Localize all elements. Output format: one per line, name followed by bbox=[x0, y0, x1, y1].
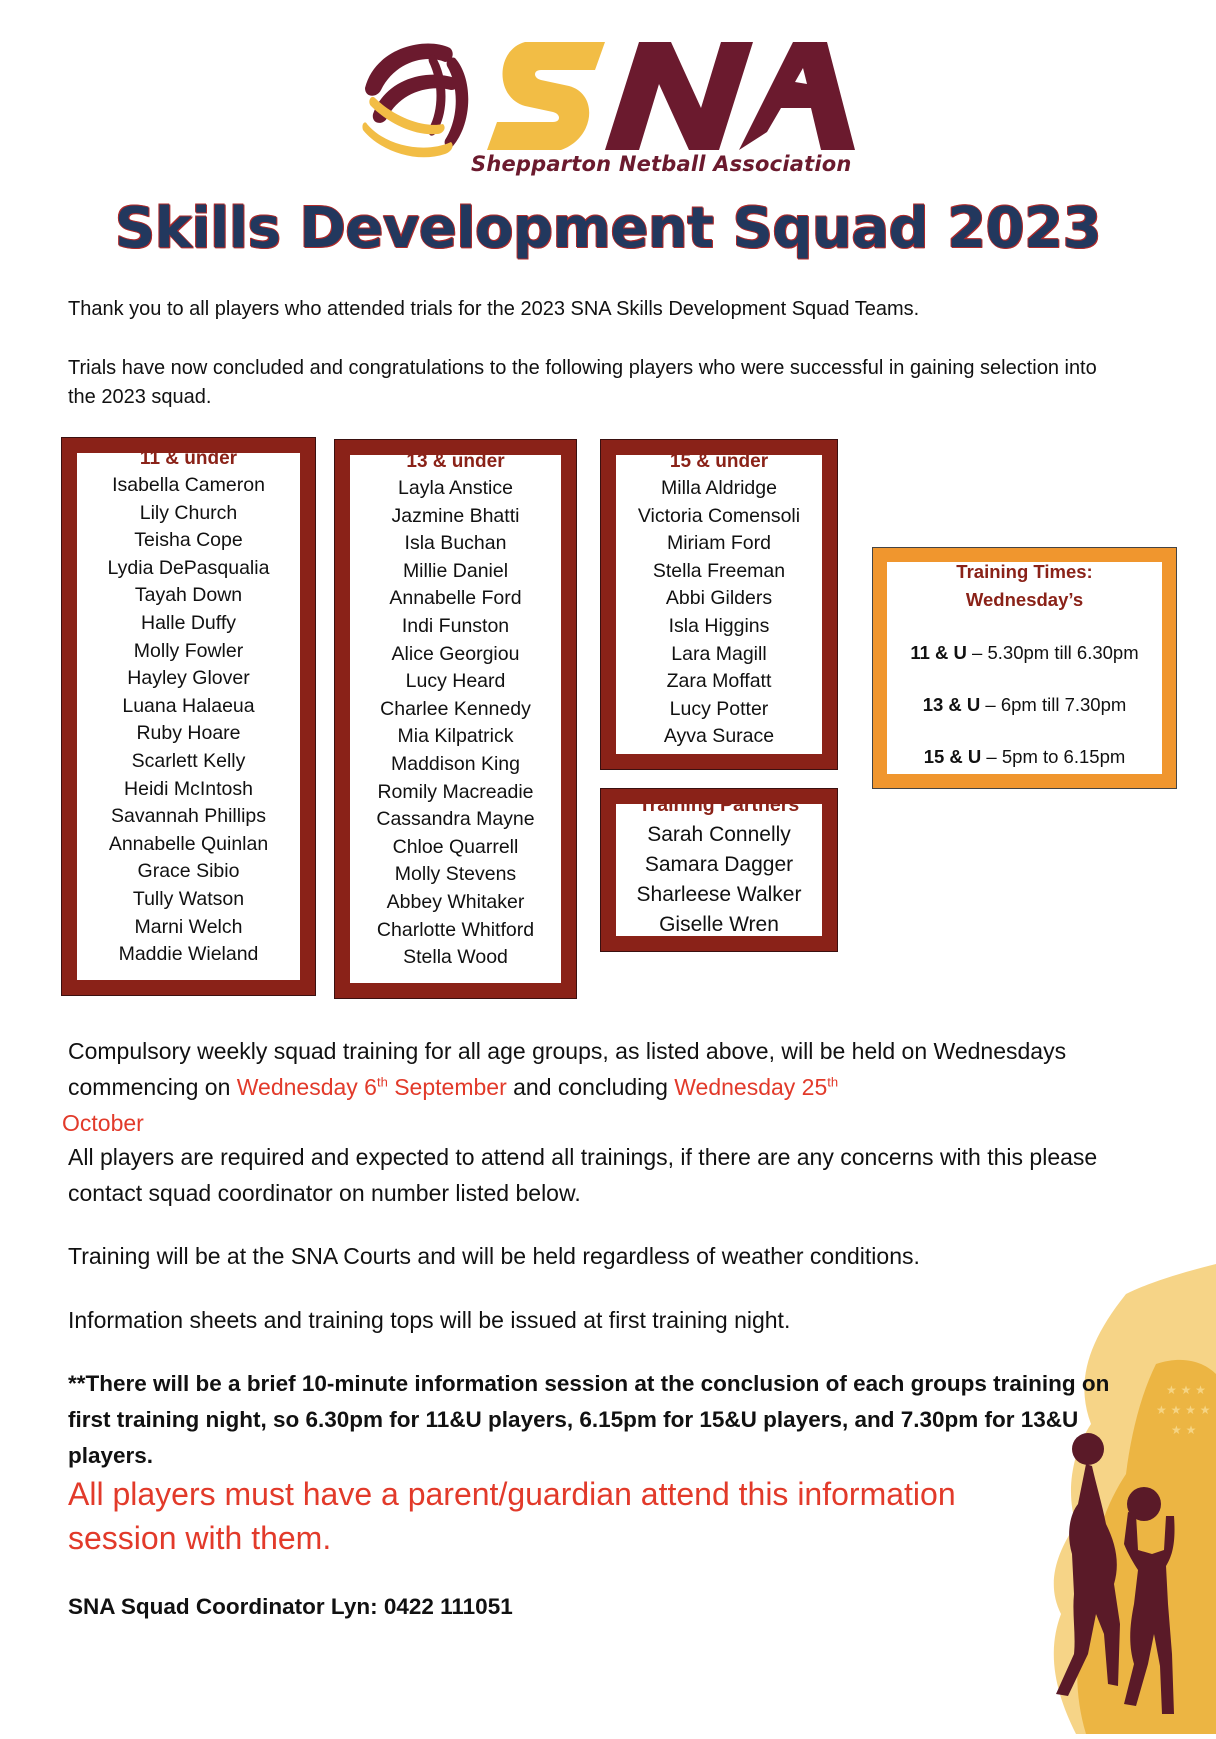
player-name: Scarlett Kelly bbox=[131, 749, 246, 772]
player-name: Layla Anstice bbox=[398, 477, 513, 499]
partner-name: Sharleese Walker bbox=[636, 883, 802, 906]
player-name: Stella Wood bbox=[403, 946, 508, 969]
ordinal-suffix: th bbox=[376, 1074, 388, 1090]
player-name: Alice Georgiou bbox=[391, 642, 520, 665]
ordinal-suffix: th bbox=[827, 1074, 839, 1090]
player-name: Maddie Wieland bbox=[118, 943, 259, 966]
player-name: Cassandra Mayne bbox=[376, 808, 535, 831]
squad-heading: 11 & under bbox=[139, 448, 238, 469]
training-schedule-paragraph bbox=[62, 1033, 1158, 1141]
time-range: – 5.30pm till 6.30pm bbox=[966, 642, 1139, 663]
training-partners-heading: Training Partners bbox=[638, 794, 800, 816]
training-times-box bbox=[872, 547, 1177, 789]
player-name: Victoria Comensoli bbox=[637, 504, 801, 527]
player-name: Mia Kilpatrick bbox=[397, 725, 514, 748]
player-name: Teisha Cope bbox=[134, 529, 243, 552]
player-name: Lucy Potter bbox=[669, 697, 769, 720]
player-list bbox=[350, 475, 561, 972]
player-name: Isabella Cameron bbox=[112, 474, 265, 496]
player-name: Zara Moffatt bbox=[666, 670, 772, 693]
logo-subtitle: Shepparton Netball Association bbox=[471, 152, 852, 176]
age-group: 15 & U bbox=[923, 746, 982, 767]
start-date-day: Wednesday 6 bbox=[236, 1074, 377, 1100]
player-name: Tayah Down bbox=[134, 584, 243, 607]
netball-logo-icon bbox=[355, 28, 855, 158]
svg-text:★ ★ ★: ★ ★ ★ bbox=[1166, 1383, 1206, 1397]
player-name: Annabelle Ford bbox=[389, 587, 522, 610]
training-times-day: Wednesday’s bbox=[965, 589, 1084, 610]
partner-name: Sarah Connelly bbox=[647, 823, 791, 846]
partner-name: Samara Dagger bbox=[644, 853, 794, 876]
player-name: Annabelle Quinlan bbox=[108, 832, 269, 855]
start-date-month: September bbox=[387, 1074, 507, 1100]
sna-logo bbox=[355, 28, 855, 184]
player-name: Jazmine Bhatti bbox=[391, 504, 520, 527]
player-name: Charlee Kennedy bbox=[380, 697, 531, 720]
training-times-heading: Training Times: bbox=[956, 561, 1093, 582]
partner-name: Giselle Wren bbox=[659, 913, 779, 936]
training-partners-box bbox=[600, 788, 838, 952]
player-name: Luana Halaeua bbox=[122, 694, 255, 717]
player-name: Grace Sibio bbox=[137, 860, 240, 883]
training-time-row bbox=[887, 692, 1162, 718]
squad-heading: 13 & under bbox=[406, 451, 505, 472]
attendance-paragraph: All players are required and expected to attend all trainings, if there are any concerns with this please contact squad coordinator on number listed below. bbox=[68, 1144, 1098, 1206]
age-group: 13 & U bbox=[922, 694, 981, 715]
time-range: – 5pm to 6.15pm bbox=[981, 746, 1126, 767]
intro-congratulations: Trials have now concluded and congratulations to the following players who were successful in gaining selection into the 2023 squad. bbox=[68, 357, 1097, 408]
player-name: Millie Daniel bbox=[402, 559, 509, 582]
player-name: Abbey Whitaker bbox=[386, 890, 525, 913]
player-name: Milla Aldridge bbox=[661, 477, 777, 499]
player-name: Isla Higgins bbox=[668, 614, 770, 637]
intro-thanks: Thank you to all players who attended trials for the 2023 SNA Skills Development Squad Teams. bbox=[68, 298, 920, 320]
player-list bbox=[616, 475, 822, 751]
player-name: Chloe Quarrell bbox=[392, 835, 519, 858]
player-name: Lydia DePasqualia bbox=[107, 556, 270, 579]
end-date-day: Wednesday 25 bbox=[674, 1074, 828, 1100]
squad-box-13-under bbox=[334, 439, 577, 999]
player-name: Abbi Gilders bbox=[665, 587, 773, 610]
schedule-text: and concluding bbox=[506, 1074, 675, 1100]
info-session-paragraph: **There will be a brief 10-minute information session at the conclusion of each groups training on first training night, so 6.30pm for 11&U players, 6.15pm for 15&U players, and 7.30pm for 13&U players. bbox=[68, 1371, 1110, 1468]
player-name: Savannah Phillips bbox=[110, 805, 267, 828]
squad-box-11-under bbox=[61, 437, 316, 996]
page-title: Skills Development Squad 2023 bbox=[114, 196, 1102, 261]
squad-box-15-under bbox=[600, 439, 838, 770]
player-name: Isla Buchan bbox=[404, 532, 507, 555]
player-name: Stella Freeman bbox=[652, 559, 786, 582]
squad-heading: 15 & under bbox=[669, 451, 769, 472]
player-name: Lucy Heard bbox=[405, 670, 506, 693]
age-group: 11 & U bbox=[910, 642, 967, 663]
svg-text:★ ★: ★ ★ bbox=[1171, 1423, 1197, 1437]
player-name: Molly Stevens bbox=[394, 863, 517, 886]
parent-attendance-notice: All players must have a parent/guardian attend this information session with them. bbox=[68, 1476, 956, 1556]
player-name: Halle Duffy bbox=[140, 611, 236, 634]
player-name: Tully Watson bbox=[132, 887, 245, 910]
player-name: Romily Macreadie bbox=[377, 780, 534, 803]
svg-text:★ ★ ★ ★: ★ ★ ★ ★ bbox=[1156, 1403, 1211, 1417]
player-name: Hayley Glover bbox=[127, 667, 250, 690]
player-list bbox=[77, 472, 300, 969]
training-time-row bbox=[887, 744, 1162, 770]
location-paragraph: Training will be at the SNA Courts and will be held regardless of weather conditions. bbox=[68, 1243, 920, 1269]
info-sheets-paragraph: Information sheets and training tops will be issued at first training night. bbox=[68, 1307, 791, 1333]
player-name: Charlotte Whitford bbox=[376, 918, 535, 941]
training-time-row bbox=[887, 640, 1162, 666]
start-date bbox=[237, 1074, 507, 1100]
end-date-month: October bbox=[62, 1110, 144, 1136]
player-name: Heidi McIntosh bbox=[124, 777, 253, 800]
coordinator-contact: SNA Squad Coordinator Lyn: 0422 111051 bbox=[68, 1594, 513, 1619]
player-name: Miriam Ford bbox=[666, 532, 771, 555]
player-name: Ruby Hoare bbox=[136, 722, 241, 745]
schedule-text: Compulsory weekly squad training for all age groups, as listed above, will be held on Wednesdays commencing on bbox=[68, 1038, 1067, 1100]
player-name: Lily Church bbox=[139, 501, 238, 524]
player-name: Maddison King bbox=[391, 752, 520, 775]
player-name: Indi Funston bbox=[401, 614, 510, 637]
player-name: Lara Magill bbox=[671, 642, 767, 665]
player-name: Ayva Surace bbox=[663, 725, 775, 748]
time-range: – 6pm till 7.30pm bbox=[980, 694, 1127, 715]
player-name: Marni Welch bbox=[134, 915, 243, 938]
player-name: Molly Fowler bbox=[133, 639, 244, 662]
